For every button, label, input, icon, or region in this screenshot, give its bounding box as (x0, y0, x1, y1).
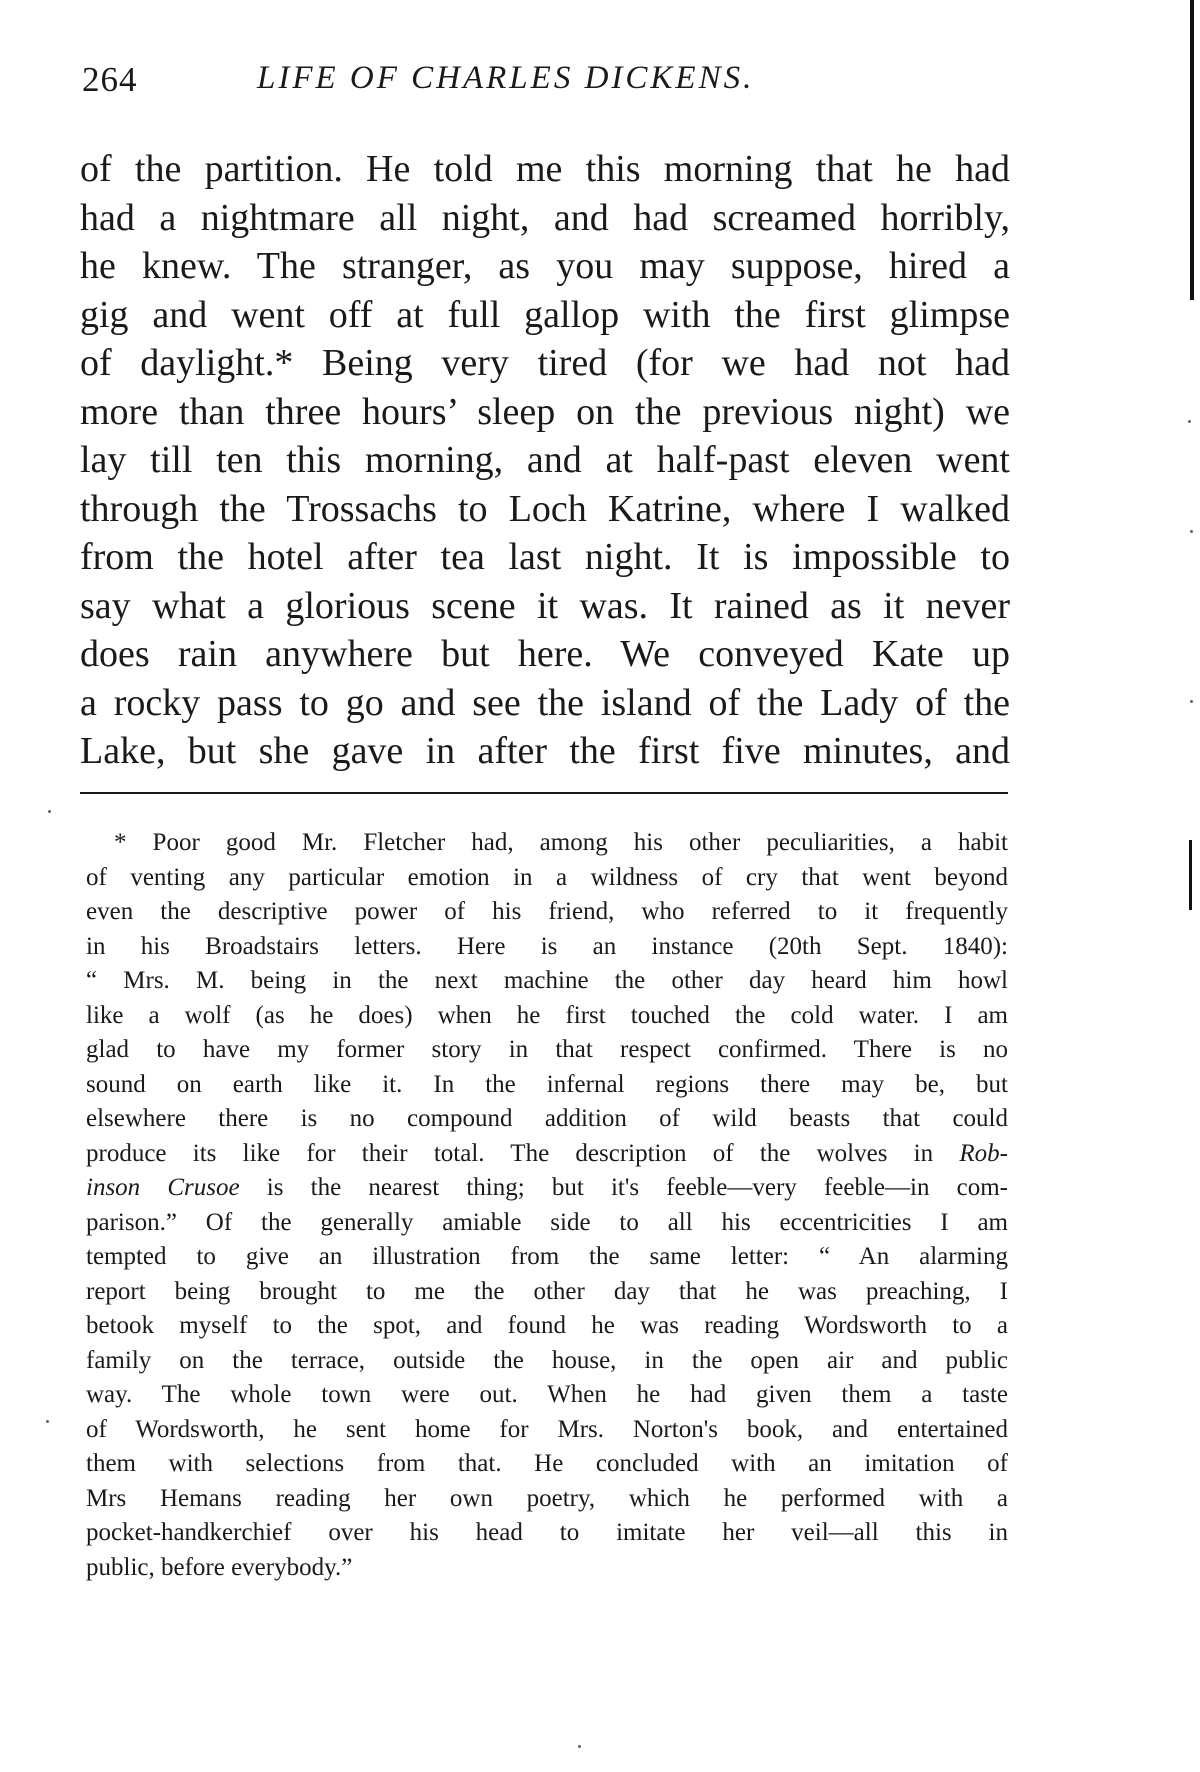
footnote-line: of venting any particular emotion in a wildness of cry that went beyond (86, 863, 1008, 891)
main-text-line: more than three hours’ sleep on the previous night) we (80, 390, 1010, 433)
scan-speck (48, 810, 51, 813)
scan-margin-mark (1190, 0, 1194, 300)
footnote-line: betook myself to the spot, and found he was reading Wordsworth to a (86, 1312, 1008, 1339)
main-text-line: of daylight.* Being very tired (for we had not had (80, 342, 1010, 384)
book-title-italic: inson Crusoe (86, 1174, 240, 1201)
footnote-line: of Wordsworth, he sent home for Mrs. Norton's book, and entertained (86, 1415, 1008, 1443)
main-text-line: does rain anywhere but here. We conveyed Kate up (80, 633, 1010, 675)
main-text-line: lay till ten this morning, and at half-past eleven went (80, 439, 1010, 481)
footnote-line: Mrs Hemans reading her own poetry, which he performed with a (86, 1484, 1008, 1512)
main-text-line: say what a glorious scene it was. It rained as it never (80, 584, 1010, 627)
scan-speck (1188, 420, 1191, 423)
footnote-line: them with selections from that. He concluded with an imitation of (86, 1450, 1008, 1477)
footnote-line: parison.” Of the generally amiable side to all his eccentricities I am (86, 1208, 1008, 1236)
main-text-line: from the hotel after tea last night. It is impossible to (80, 536, 1010, 578)
footnote-line: “ Mrs. M. being in the next machine the other day heard him howl (86, 967, 1008, 994)
footnote-line-text: is the nearest thing; but it's feeble—very feeble—in com- (266, 1174, 1008, 1201)
footnote-line: * Poor good Mr. Fletcher had, among his other peculiarities, a habit (114, 829, 1008, 856)
main-text-line: he knew. The stranger, as you may suppose, hired a (80, 245, 1010, 287)
running-title: LIFE OF CHARLES DICKENS. (257, 60, 755, 96)
scan-speck (578, 1745, 581, 1748)
scan-margin-mark (1189, 840, 1192, 910)
footnote-divider (80, 792, 1008, 794)
main-text-line: of the partition. He told me this morning that he had (80, 148, 1010, 190)
scan-speck (1190, 530, 1193, 533)
main-text-line: Lake, but she gave in after the first five minutes, and (80, 730, 1010, 772)
running-head (82, 60, 1002, 110)
footnote-line: way. The whole town were out. When he had given them a taste (86, 1381, 1008, 1408)
footnote-line-text: produce its like for their total. The description of the wolves in (86, 1139, 960, 1167)
footnote-block (86, 826, 1008, 1585)
footnote-line: public, before everybody.” (86, 1553, 353, 1581)
footnote-line: elsewhere there is no compound addition of wild beasts that could (86, 1105, 1008, 1132)
main-text-block (80, 145, 1010, 776)
footnote-line: sound on earth like it. In the infernal regions there may be, but (86, 1070, 1008, 1098)
footnote-line: glad to have my former story in that respect confirmed. There is no (86, 1036, 1008, 1063)
main-text-line: through the Trossachs to Loch Katrine, where I walked (80, 487, 1010, 530)
main-text-line: gig and went off at full gallop with the first glimpse (80, 293, 1010, 336)
footnote-line: in his Broadstairs letters. Here is an instance (20th Sept. 1840): (86, 932, 1008, 960)
footnote-line: tempted to give an illustration from the same letter: “ An alarming (86, 1243, 1008, 1270)
page-number: 264 (82, 60, 138, 99)
footnote-line-with-title (86, 1137, 1008, 1172)
book-title-italic: Rob- (959, 1139, 1008, 1167)
main-text-line: a rocky pass to go and see the island of the Lady of the (80, 681, 1010, 724)
footnote-line-with-title (86, 1171, 1008, 1206)
scan-speck (46, 1420, 49, 1423)
footnote-line: pocket-handkerchief over his head to imitate her veil—all this in (86, 1519, 1008, 1546)
footnote-line: even the descriptive power of his friend, who referred to it frequently (86, 898, 1008, 925)
footnote-line: like a wolf (as he does) when he first touched the cold water. I am (86, 1001, 1008, 1029)
footnote-line: family on the terrace, outside the house, in the open air and public (86, 1346, 1008, 1374)
main-text-line: had a nightmare all night, and had screamed horribly, (80, 196, 1010, 239)
scan-speck (1190, 700, 1193, 703)
footnote-line: report being brought to me the other day that he was preaching, I (86, 1277, 1008, 1305)
